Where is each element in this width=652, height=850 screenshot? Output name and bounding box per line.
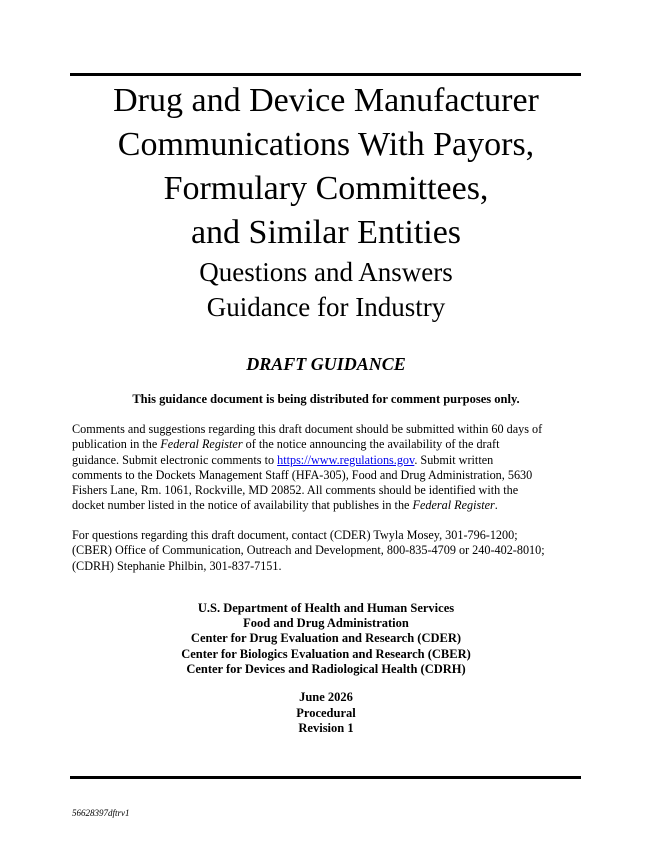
text-segment: . (494, 498, 498, 513)
date-block (0, 690, 652, 737)
text-segment: publication in the (72, 437, 161, 452)
federal-register-emphasis: Federal Register (160, 437, 243, 452)
paragraph-line: Comments and suggestions regarding this draft document should be submitted within 60 days of (72, 422, 543, 436)
contact-paragraph (72, 528, 592, 574)
draft-guidance-label: DRAFT GUIDANCE (246, 354, 406, 374)
paragraph-line: For questions regarding this draft document, contact (CDER) Twyla Mosey, 301-796-1200; (72, 528, 518, 542)
text-segment: docket number listed in the notice of availability that publishes in the (72, 498, 413, 513)
document-category: Procedural (296, 705, 356, 720)
text-segment: guidance. Submit electronic comments to (72, 452, 278, 467)
paragraph-line: (CDRH) Stephanie Philbin, 301-837-7151. (72, 558, 282, 573)
revision-number: Revision 1 (298, 721, 354, 735)
regulations-gov-link[interactable]: https://www.regulations.gov (277, 452, 415, 467)
agency-line: Center for Drug Evaluation and Research (CDER) (190, 631, 462, 646)
title-line: and Similar Entities (190, 214, 462, 251)
comments-paragraph (72, 422, 592, 514)
agency-line: Center for Devices and Radiological Health (CDRH) (186, 661, 466, 676)
title-line: Formulary Committees, (163, 170, 489, 207)
top-rule (70, 73, 581, 76)
paragraph-line: Fishers Lane, Rm. 1061, Rockville, MD 20852. All comments should be identified with the (72, 483, 519, 498)
document-id: 56628397dftrv1 (72, 808, 130, 818)
paragraph-line: (CBER) Office of Communication, Outreach and Development, 800-835-4709 or 240-402-8010; (72, 543, 545, 558)
title-line: Communications With Payors, (117, 126, 535, 163)
text-segment: of the notice announcing the availability of the draft (242, 437, 500, 452)
paragraph-line (72, 453, 592, 468)
title-line: Drug and Device Manufacturer (113, 82, 539, 119)
agency-line: Food and Drug Administration (243, 616, 409, 631)
bottom-rule (70, 776, 581, 779)
agency-block (0, 601, 652, 677)
subtitle-line: Questions and Answers (199, 257, 453, 287)
agency-line: U.S. Department of Health and Human Services (197, 601, 455, 615)
document-title (0, 79, 652, 255)
distribution-notice: This guidance document is being distributed for comment purposes only. (132, 392, 520, 406)
paragraph-line (72, 498, 592, 513)
subtitle-line: Guidance for Industry (206, 292, 446, 322)
paragraph-line (72, 437, 592, 452)
paragraph-line: comments to the Dockets Management Staff (HFA-305), Food and Drug Administration, 5630 (72, 467, 533, 482)
publication-date: June 2026 (299, 690, 353, 704)
text-segment: . Submit written (414, 452, 494, 467)
federal-register-emphasis: Federal Register (412, 498, 495, 513)
document-title-block (0, 79, 652, 325)
document-subtitle (0, 255, 652, 325)
agency-line: Center for Biologics Evaluation and Research (CBER) (181, 646, 471, 661)
